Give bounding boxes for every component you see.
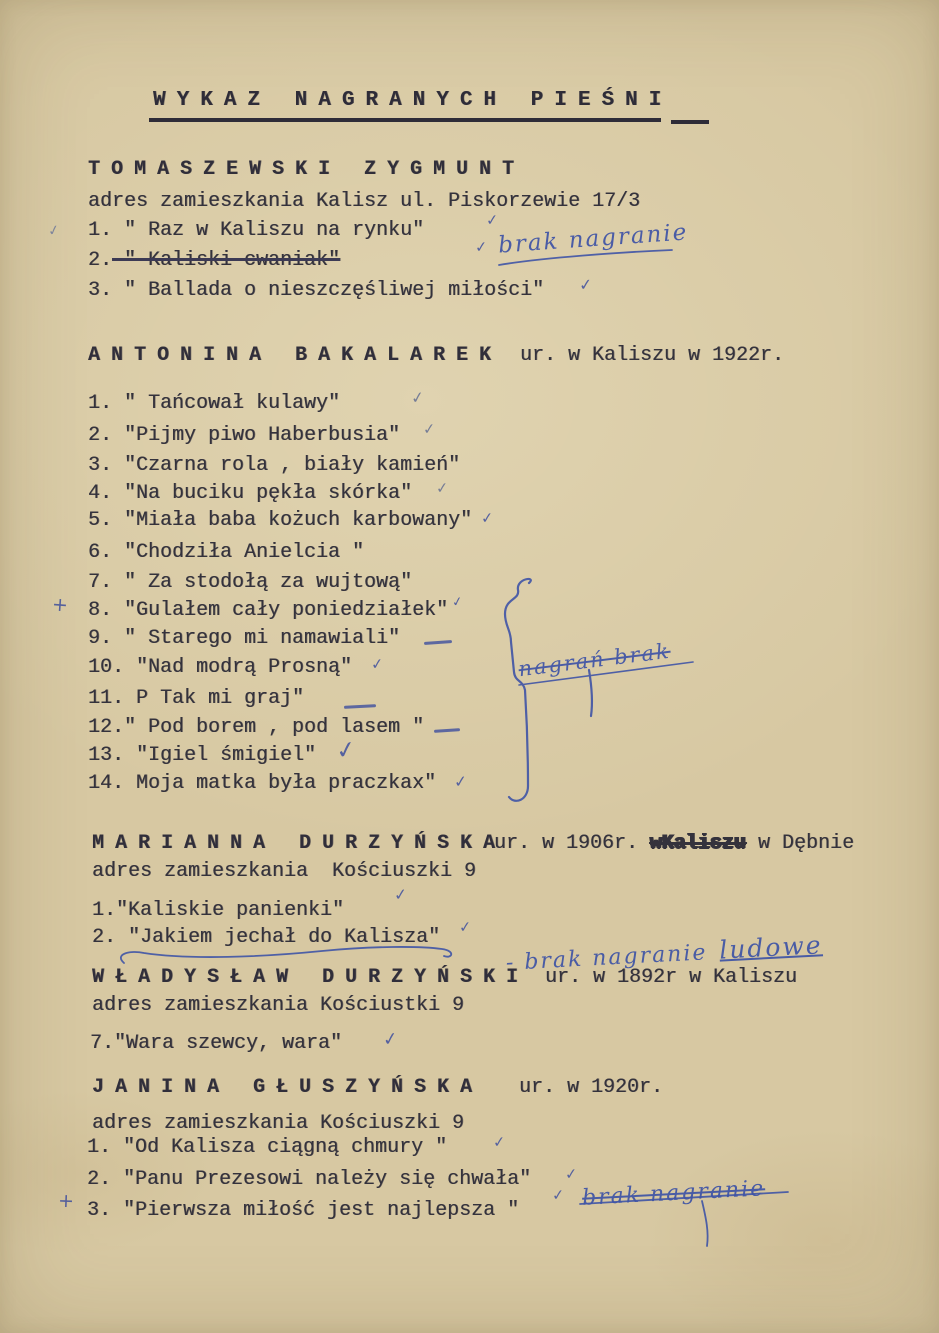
song-title: "Na buciku pękła skórka": [112, 482, 413, 505]
bracket-stroke: [505, 579, 531, 801]
song-number: 3.: [88, 279, 113, 302]
song-title: "Jakiem jechał do Kalisza": [116, 926, 441, 949]
checkmark-icon: ✓: [422, 419, 437, 439]
song-number: 12.: [88, 716, 125, 739]
song-title: " Ballada o nieszczęśliwej miłości": [112, 279, 545, 302]
song-number: 13.: [88, 744, 125, 767]
checkmark-icon: ✓: [46, 221, 62, 241]
song-number: 6.: [88, 541, 113, 564]
song-line: [92, 900, 344, 922]
song-number: 4.: [88, 482, 113, 505]
song-line: [87, 1200, 519, 1222]
performer-name: WŁADYSŁAW DURZYŃSKI: [92, 966, 530, 989]
address-line: adres zamieszkania Kościustki 9: [92, 994, 465, 1017]
song-number: 9.: [88, 627, 113, 650]
song-line: [88, 600, 448, 622]
bracket-scribble-tail: [589, 670, 592, 716]
handwritten-note-missing-recording-1: brak nagranie: [497, 219, 690, 259]
song-title: "Kaliskie panienki": [116, 899, 345, 922]
page-title: WYKAZ NAGRANYCH PIEŚNI: [153, 89, 673, 112]
checkmark-icon: ✓: [370, 654, 385, 674]
checkmark-icon: ✓: [458, 917, 473, 937]
checkmark-icon: ✓: [578, 274, 594, 295]
dash-mark: [424, 640, 452, 644]
dash-mark: [344, 704, 376, 708]
song-title: "Pijmy piwo Haberbusia": [112, 424, 401, 447]
song-title: " Za stodołą za wujtową": [112, 571, 413, 594]
song-title: "Gulałem cały poniedziałek": [112, 599, 449, 622]
birth-info: ur. w 1906r. wKaliszu w Dębnie: [494, 832, 855, 855]
checkmark-icon: ✓: [452, 771, 469, 792]
song-line: [88, 280, 544, 302]
song-number: 1.: [88, 219, 113, 242]
song-title: " Starego mi namawiali": [112, 627, 401, 650]
handwritten-note-missing-recording-3: brak nagranie: [581, 1176, 766, 1211]
title-underline: [149, 118, 661, 122]
song-title: "Nad modrą Prosną": [124, 656, 353, 679]
song-line: [88, 688, 304, 710]
song-number: 5.: [88, 509, 113, 532]
address-line: adres zamieszkania Kościuszki 9: [92, 1112, 465, 1135]
song-number: 14.: [88, 772, 125, 795]
address-line: adres zamieszkania Kalisz ul. Piskorzewie 17/3: [88, 190, 641, 213]
plus-mark-icon: +: [51, 593, 69, 617]
song-number: 7.: [90, 1032, 115, 1055]
checkmark-icon: ✓: [409, 387, 426, 408]
performer-header: [92, 966, 798, 989]
checkmark-icon: ✓: [564, 1164, 579, 1184]
song-title: " Kaliski cwaniak": [112, 249, 341, 272]
birth-info: ur. w Kaliszu w 1922r.: [520, 344, 785, 367]
song-line: [87, 1137, 447, 1159]
song-line: [92, 927, 440, 949]
song-title: " Tańcował kulawy": [112, 392, 341, 415]
checkmark-icon: ✓: [392, 884, 409, 905]
song-line: [88, 745, 316, 767]
song-number: 7.: [88, 571, 113, 594]
song-line: [88, 657, 352, 679]
song-number: 3.: [88, 454, 113, 477]
song-line: [88, 220, 424, 242]
song-title: "Od Kalisza ciągną chmury ": [111, 1136, 448, 1159]
performer-header: [88, 159, 525, 181]
address-line: adres zamieszkania Kościuszki 9: [92, 860, 477, 883]
song-wavy-underline: [121, 947, 451, 963]
song-line: [88, 510, 472, 532]
song-title: " Pod borem , pod lasem ": [124, 716, 425, 739]
song-line: [88, 393, 340, 415]
performer-name: ANTONINA BAKALAREK: [88, 344, 503, 367]
performer-name: JANINA GŁUSZYŃSKA: [92, 1076, 484, 1099]
song-line: [90, 1033, 342, 1055]
performer-name: MARIANNA DURZYŃSKA: [92, 832, 507, 855]
song-number: 11.: [88, 687, 125, 710]
song-title: "Igiel śmigiel": [124, 744, 317, 767]
song-number: 1.: [92, 899, 117, 922]
song-number: 1.: [87, 1136, 112, 1159]
checkmark-icon: ✓: [450, 594, 465, 611]
song-line: [88, 717, 424, 739]
note-word-ludowe: ludowe: [718, 930, 824, 965]
performer-header: [92, 832, 855, 855]
song-number: 1.: [88, 392, 113, 415]
checkmark-icon: ✓: [435, 478, 450, 498]
song-title: "Pierwsza miłość jest najlepsza ": [111, 1199, 520, 1222]
overtyped-text: wKaliszu: [650, 832, 747, 855]
checkmark-icon: ✓: [492, 1132, 507, 1152]
song-number: 2.: [88, 424, 113, 447]
song-title: "Miała baba kożuch karbowany": [112, 509, 473, 532]
note3-descender: [702, 1201, 708, 1246]
song-line: [88, 250, 340, 272]
song-number: 2.: [88, 249, 113, 272]
birth-info: ur. w 1892r w Kaliszu: [545, 966, 798, 989]
checkmark-icon: ✓: [333, 734, 359, 766]
checkmark-icon: ✓: [551, 1185, 566, 1205]
song-title: Moja matka była praczkax": [124, 772, 437, 795]
song-number: 10.: [88, 656, 125, 679]
dash-mark: [434, 728, 460, 732]
plus-mark-icon: +: [57, 1189, 75, 1213]
song-title: " Raz w Kaliszu na rynku": [112, 219, 425, 242]
song-line: [88, 773, 436, 795]
song-number: 8.: [88, 599, 113, 622]
song-title: "Czarna rola , biały kamień": [112, 454, 461, 477]
performer-header: [88, 344, 785, 367]
song-line: [88, 572, 412, 594]
checkmark-icon: ✓: [485, 210, 500, 230]
checkmark-icon: ✓: [480, 508, 495, 528]
song-line: [88, 542, 364, 564]
checkmark-icon: ✓: [381, 1028, 400, 1051]
performer-name: TOMASZEWSKI ZYGMUNT: [88, 158, 526, 181]
song-title: "Chodziła Anielcia ": [112, 541, 365, 564]
birth-info: ur. w 1920r.: [519, 1076, 664, 1099]
performer-header: [92, 1076, 664, 1099]
song-line: [88, 425, 400, 447]
song-line: [87, 1169, 531, 1191]
handwritten-note-bracket: nagrań brak: [517, 638, 672, 682]
song-number: 2.: [92, 926, 117, 949]
song-line: [88, 628, 400, 650]
song-title: P Tak mi graj": [124, 687, 305, 710]
checkmark-icon: ✓: [474, 237, 489, 257]
note-text: - brak nagranie: [505, 940, 709, 976]
song-number: 2.: [87, 1168, 112, 1191]
song-line: [88, 483, 412, 505]
song-line: [88, 455, 460, 477]
song-title: "Wara szewcy, wara": [114, 1032, 343, 1055]
title-underline-dash: [671, 120, 709, 124]
song-title: "Panu Prezesowi należy się chwała": [111, 1168, 532, 1191]
song-number: 3.: [87, 1199, 112, 1222]
